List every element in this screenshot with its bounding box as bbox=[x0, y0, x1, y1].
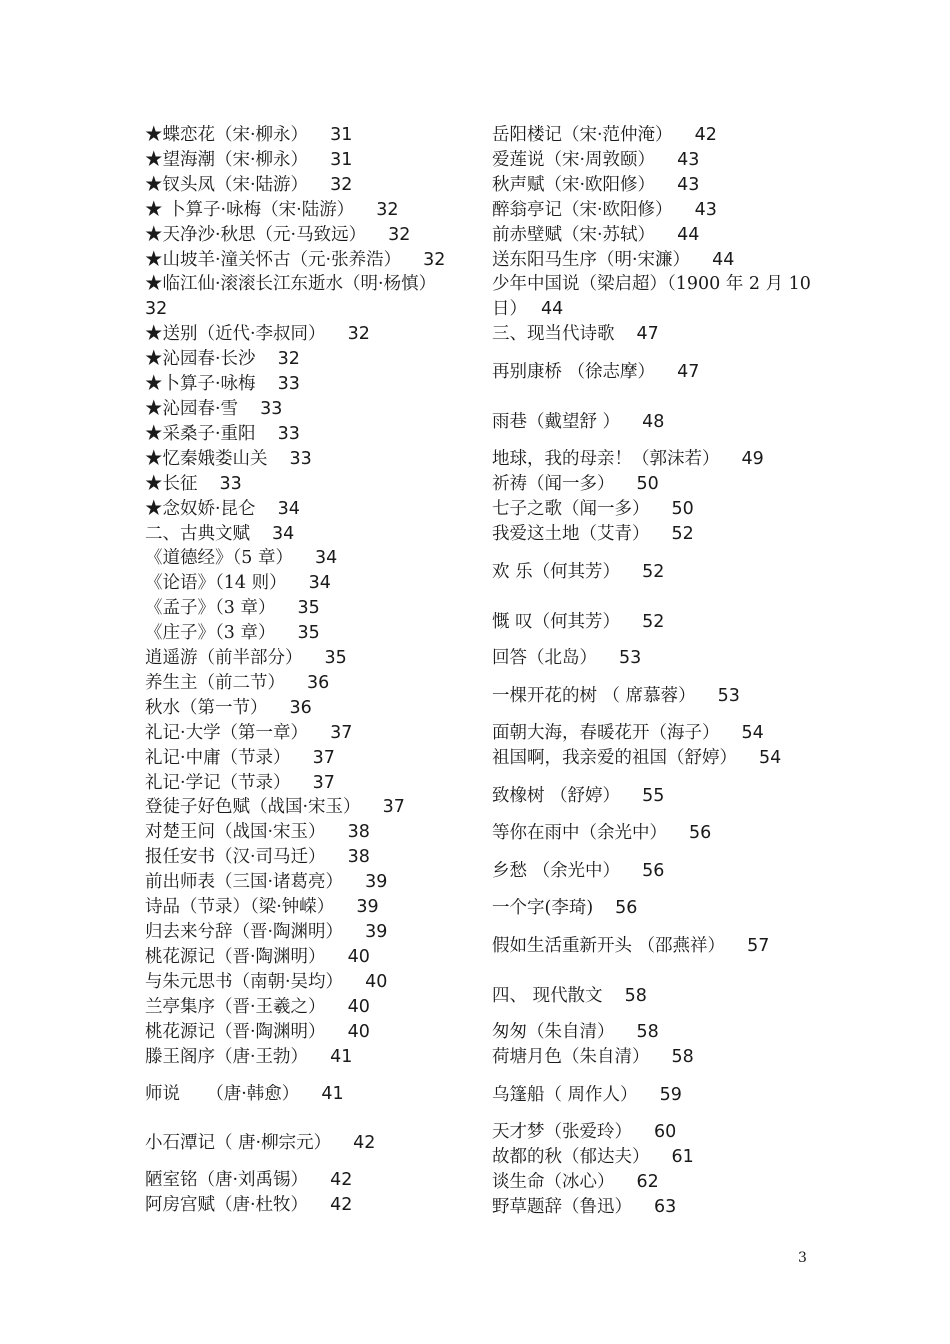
toc-entry-page: 34 bbox=[272, 523, 295, 544]
toc-left-column bbox=[145, 123, 475, 1218]
toc-entry bbox=[145, 895, 475, 920]
toc-entry bbox=[145, 397, 475, 422]
toc-entry bbox=[145, 497, 475, 522]
toc-entry-title: 报任安书（汉·司马迁） bbox=[145, 847, 326, 868]
toc-entry bbox=[145, 472, 475, 497]
toc-entry bbox=[492, 1045, 822, 1070]
toc-entry bbox=[492, 984, 822, 1009]
toc-entry-page: 40 bbox=[347, 996, 370, 1017]
toc-entry bbox=[492, 1145, 822, 1170]
toc-entry-title: 秋声赋（宋·欧阳修） bbox=[492, 174, 656, 195]
toc-entry bbox=[145, 347, 475, 372]
toc-entry-page: 44 bbox=[677, 224, 700, 245]
toc-entry-page: 32 bbox=[330, 174, 353, 195]
toc-entry bbox=[492, 746, 822, 771]
toc-entry bbox=[492, 1120, 822, 1145]
toc-entry-title: 小石潭记（ 唐·柳宗元） bbox=[145, 1133, 332, 1154]
toc-entry-title: 雨巷（戴望舒 ） bbox=[492, 412, 621, 433]
toc-entry-title: 桃花源记（晋·陶渊明） bbox=[145, 946, 326, 967]
toc-entry-title: 七子之歌（闻一多） bbox=[492, 498, 650, 519]
toc-entry bbox=[145, 248, 475, 273]
toc-entry-page: 33 bbox=[289, 448, 312, 469]
toc-entry-title: 乡愁 （余光中） bbox=[492, 860, 621, 881]
toc-entry-title: 祈祷（闻一多） bbox=[492, 473, 615, 494]
toc-entry-title: 谈生命（冰心） bbox=[492, 1172, 615, 1192]
toc-entry bbox=[492, 148, 822, 173]
toc-entry-title: 乌篷船（ 周作人） bbox=[492, 1085, 638, 1106]
toc-entry-title: 匆匆（朱自清） bbox=[492, 1022, 615, 1043]
toc-entry bbox=[145, 870, 475, 895]
toc-entry-title: 醉翁亭记（宋·欧阳修） bbox=[492, 199, 673, 220]
toc-entry-page: 55 bbox=[642, 786, 665, 807]
toc-entry-title: 归去来兮辞（晋·陶渊明） bbox=[145, 922, 344, 942]
toc-entry-title: 礼记·中庸（节录） bbox=[145, 747, 291, 768]
toc-entry bbox=[145, 696, 475, 721]
toc-entry-page: 34 bbox=[308, 573, 331, 594]
toc-entry-page: 58 bbox=[636, 1022, 659, 1043]
toc-entry-title: 假如生活重新开头 （邵燕祥） bbox=[492, 935, 726, 956]
toc-entry bbox=[492, 497, 822, 522]
toc-entry-title: 岳阳楼记（宋·范仲淹） bbox=[492, 125, 673, 145]
toc-entry-title: 陋室铭（唐·刘禹锡） bbox=[145, 1170, 309, 1191]
toc-entry-title: ★卜算子·咏梅 bbox=[145, 374, 256, 395]
toc-entry-page: 52 bbox=[642, 611, 665, 632]
toc-entry-page: 32 bbox=[423, 249, 446, 270]
toc-entry-title: 桃花源记（晋·陶渊明） bbox=[145, 1021, 326, 1042]
toc-entry bbox=[145, 546, 475, 571]
toc-entry bbox=[492, 684, 822, 709]
toc-entry bbox=[492, 721, 822, 746]
toc-entry bbox=[145, 596, 475, 621]
toc-entry-title: 三、现当代诗歌 bbox=[492, 324, 615, 345]
toc-entry-title: 一棵开花的树 （ 席慕蓉） bbox=[492, 686, 696, 707]
toc-entry bbox=[145, 1193, 475, 1218]
toc-entry-page: 33 bbox=[260, 398, 283, 419]
toc-entry-page: 33 bbox=[277, 374, 300, 395]
toc-entry-page: 39 bbox=[356, 897, 379, 918]
toc-entry-page: 41 bbox=[330, 1046, 353, 1067]
toc-entry bbox=[145, 322, 475, 347]
toc-entry-title: 二、古典文赋 bbox=[145, 523, 250, 544]
toc-entry-page: 44 bbox=[712, 249, 735, 270]
toc-entry bbox=[492, 198, 822, 223]
toc-entry bbox=[492, 322, 822, 347]
toc-entry-page: 32 bbox=[347, 324, 370, 345]
toc-entry-title: 我爱这土地（艾青） bbox=[492, 523, 650, 544]
toc-entry bbox=[145, 820, 475, 845]
toc-entry bbox=[145, 447, 475, 472]
toc-entry bbox=[145, 920, 475, 945]
toc-entry-page: 63 bbox=[654, 1196, 677, 1217]
toc-entry-page: 37 bbox=[312, 747, 335, 768]
toc-entry-page: 34 bbox=[277, 498, 300, 519]
toc-entry bbox=[492, 223, 822, 248]
toc-entry bbox=[145, 945, 475, 970]
toc-entry-title: 野草题辞（鲁迅） bbox=[492, 1196, 632, 1217]
toc-entry bbox=[492, 447, 822, 472]
toc-entry-page: 42 bbox=[694, 125, 717, 145]
toc-entry-page: 40 bbox=[347, 946, 370, 967]
toc-entry-page: 41 bbox=[321, 1084, 344, 1105]
toc-entry-title: 欢 乐（何其芳） bbox=[492, 561, 621, 582]
toc-entry-page: 52 bbox=[671, 523, 694, 544]
toc-entry-title: 等你在雨中（余光中） bbox=[492, 822, 667, 843]
toc-entry-page: 39 bbox=[365, 872, 388, 893]
toc-entry-title: 地球，我的母亲！（郭沫若） bbox=[492, 448, 720, 469]
toc-entry bbox=[145, 746, 475, 771]
toc-entry-page: 43 bbox=[677, 174, 700, 195]
toc-entry-title: 致橡树 （舒婷） bbox=[492, 786, 621, 807]
toc-entry-page: 35 bbox=[297, 623, 320, 644]
toc-entry bbox=[145, 173, 475, 198]
toc-entry bbox=[145, 995, 475, 1020]
toc-entry-page: 53 bbox=[619, 648, 642, 669]
toc-entry bbox=[145, 422, 475, 447]
toc-entry-title: ★沁园春·长沙 bbox=[145, 349, 256, 370]
toc-entry-title: ★山坡羊·潼关怀古（元·张养浩） bbox=[145, 249, 402, 270]
toc-entry bbox=[492, 859, 822, 884]
toc-entry bbox=[492, 360, 822, 385]
toc-entry-title: 养生主（前二节） bbox=[145, 672, 285, 693]
toc-entry-page: 35 bbox=[297, 598, 320, 619]
toc-entry-title: 慨 叹（何其芳） bbox=[492, 611, 621, 632]
toc-entry bbox=[492, 896, 822, 921]
toc-entry-title: ★忆秦娥娄山关 bbox=[145, 448, 268, 469]
toc-entry-page: 42 bbox=[330, 1195, 353, 1216]
toc-entry bbox=[145, 123, 475, 148]
toc-entry bbox=[492, 410, 822, 435]
toc-entry-title: ★钗头凤（宋·陆游） bbox=[145, 174, 309, 195]
toc-entry-title: ★送别（近代·李叔同） bbox=[145, 324, 326, 345]
toc-entry bbox=[145, 621, 475, 646]
toc-entry-title: 天才梦（张爱玲） bbox=[492, 1122, 632, 1143]
toc-entry bbox=[492, 610, 822, 635]
toc-entry-title: 前赤壁赋（宋·苏轼） bbox=[492, 224, 656, 245]
toc-entry bbox=[145, 1020, 475, 1045]
toc-entry-title: 再别康桥 （徐志摩） bbox=[492, 362, 656, 383]
toc-entry bbox=[492, 1170, 822, 1195]
toc-entry-page: 48 bbox=[642, 412, 665, 433]
toc-entry-page: 38 bbox=[347, 847, 370, 868]
toc-entry bbox=[492, 272, 822, 322]
toc-entry-page: 32 bbox=[388, 224, 411, 245]
toc-entry-page: 50 bbox=[636, 473, 659, 494]
toc-entry-page: 56 bbox=[642, 860, 665, 881]
toc-entry-page: 59 bbox=[659, 1085, 682, 1106]
toc-entry bbox=[145, 372, 475, 397]
toc-entry-title: 阿房宫赋（唐·杜牧） bbox=[145, 1195, 309, 1216]
toc-entry bbox=[145, 148, 475, 173]
toc-entry-title: ★临江仙·滚滚长江东逝水（明·杨慎） bbox=[145, 274, 437, 295]
toc-entry-title: 少年中国说（梁启超）（1900 年 2 月 10 日） bbox=[492, 274, 811, 320]
toc-entry-page: 42 bbox=[353, 1133, 376, 1154]
toc-entry-page: 58 bbox=[671, 1047, 694, 1068]
toc-entry-page: 33 bbox=[277, 423, 300, 444]
toc-entry-page: 61 bbox=[671, 1147, 694, 1168]
toc-entry bbox=[492, 173, 822, 198]
toc-entry-title: 面朝大海，春暖花开（海子） bbox=[492, 723, 720, 744]
toc-entry-title: 送东阳马生序（明·宋濂） bbox=[492, 249, 691, 270]
toc-entry-title: 爱莲说（宋·周敦颐） bbox=[492, 149, 656, 170]
toc-entry-page: 56 bbox=[689, 822, 712, 843]
toc-entry-title: 《论语》（14 则） bbox=[145, 573, 287, 594]
toc-entry-page: 31 bbox=[330, 125, 353, 145]
toc-entry-page: 54 bbox=[759, 748, 782, 769]
toc-entry-page: 47 bbox=[636, 324, 659, 345]
toc-entry bbox=[145, 1082, 475, 1107]
toc-entry-title: 登徒子好色赋（战国·宋玉） bbox=[145, 797, 361, 818]
toc-entry bbox=[145, 272, 475, 322]
toc-entry-title: ★蝶恋花（宋·柳永） bbox=[145, 125, 309, 145]
toc-entry-page: 38 bbox=[347, 822, 370, 843]
toc-entry-title: 前出师表（三国·诸葛亮） bbox=[145, 872, 344, 893]
toc-entry-page: 33 bbox=[219, 473, 242, 494]
toc-entry-title: ★望海潮（宋·柳永） bbox=[145, 149, 309, 170]
toc-entry bbox=[492, 472, 822, 497]
toc-entry bbox=[492, 123, 822, 148]
toc-entry-page: 54 bbox=[741, 723, 764, 744]
toc-entry bbox=[145, 223, 475, 248]
toc-entry bbox=[145, 771, 475, 796]
toc-entry bbox=[492, 1083, 822, 1108]
toc-entry-page: 40 bbox=[365, 971, 388, 992]
toc-entry-page: 32 bbox=[277, 349, 300, 370]
toc-entry-page: 43 bbox=[677, 149, 700, 170]
toc-entry-page: 57 bbox=[747, 935, 770, 956]
toc-entry-page: 31 bbox=[330, 149, 353, 170]
toc-entry-title: ★长征 bbox=[145, 473, 198, 494]
toc-entry-page: 42 bbox=[330, 1170, 353, 1191]
toc-entry-page: 52 bbox=[642, 561, 665, 582]
toc-entry bbox=[145, 845, 475, 870]
toc-entry-title: 回答（北岛） bbox=[492, 648, 597, 669]
toc-entry bbox=[145, 571, 475, 596]
toc-entry bbox=[492, 646, 822, 671]
toc-entry-title: 兰亭集序（晋·王羲之） bbox=[145, 996, 326, 1017]
toc-entry bbox=[145, 970, 475, 995]
toc-entry-title: 礼记·学记（节录） bbox=[145, 772, 291, 793]
toc-entry-page: 34 bbox=[314, 548, 338, 569]
toc-entry-page: 44 bbox=[541, 299, 564, 320]
toc-entry-page: 37 bbox=[330, 722, 353, 743]
toc-entry bbox=[145, 1131, 475, 1156]
toc-entry-page: 53 bbox=[717, 686, 740, 707]
toc-entry-title: 《道德经》（5 章） bbox=[145, 548, 293, 569]
toc-entry-title: 四、 现代散文 bbox=[492, 985, 603, 1006]
toc-entry-title: 秋水（第一节） bbox=[145, 697, 268, 718]
toc-entry-page: 39 bbox=[365, 922, 388, 942]
toc-entry-title: 故都的秋（郁达夫） bbox=[492, 1147, 650, 1168]
toc-entry-page: 43 bbox=[694, 199, 717, 220]
toc-entry-title: 《庄子》（3 章） bbox=[145, 623, 276, 644]
toc-entry-page: 32 bbox=[145, 299, 168, 320]
toc-entry-page: 35 bbox=[324, 648, 347, 669]
toc-entry-title: 诗品（节录）（梁·钟嵘） bbox=[145, 897, 335, 918]
toc-entry bbox=[492, 1020, 822, 1045]
toc-entry-page: 58 bbox=[624, 985, 647, 1006]
toc-entry-title: ★采桑子·重阳 bbox=[145, 423, 256, 444]
toc-entry-page: 36 bbox=[307, 672, 330, 693]
toc-entry-title: 逍遥游（前半部分） bbox=[145, 648, 303, 669]
toc-entry bbox=[492, 560, 822, 585]
page-number: 3 bbox=[798, 1250, 807, 1266]
toc-entry-title: 荷塘月色（朱自清） bbox=[492, 1047, 650, 1068]
toc-entry bbox=[492, 248, 822, 273]
toc-entry-title: 与朱元思书（南朝·吴均） bbox=[145, 971, 344, 992]
toc-entry-title: 一个字(李琦) bbox=[492, 897, 594, 918]
toc-entry-page: 32 bbox=[376, 199, 399, 220]
toc-entry-page: 36 bbox=[289, 697, 312, 718]
toc-entry-title: ★天净沙·秋思（元·马致远） bbox=[145, 224, 367, 245]
toc-entry-title: ★沁园春·雪 bbox=[145, 398, 239, 419]
toc-entry-page: 37 bbox=[312, 772, 335, 793]
toc-entry bbox=[492, 1195, 822, 1220]
toc-entry-page: 60 bbox=[654, 1122, 677, 1143]
toc-entry-page: 40 bbox=[347, 1021, 370, 1042]
toc-entry-page: 37 bbox=[382, 797, 405, 818]
toc-entry bbox=[145, 795, 475, 820]
toc-entry-title: 师说 （唐·韩愈） bbox=[145, 1084, 300, 1105]
toc-entry-title: ★念奴娇·昆仑 bbox=[145, 498, 256, 519]
toc-entry-title: 祖国啊，我亲爱的祖国（舒婷） bbox=[492, 748, 737, 769]
toc-entry bbox=[145, 721, 475, 746]
toc-entry bbox=[145, 1168, 475, 1193]
toc-entry-page: 50 bbox=[671, 498, 694, 519]
toc-entry bbox=[145, 522, 475, 547]
toc-entry-title: 滕王阁序（唐·王勃） bbox=[145, 1046, 309, 1067]
toc-entry-title: 礼记·大学（第一章） bbox=[145, 722, 309, 743]
toc-entry-title: ★ 卜算子·咏梅（宋·陆游） bbox=[145, 199, 355, 220]
toc-entry-page: 56 bbox=[615, 897, 638, 918]
toc-entry-page: 47 bbox=[677, 362, 700, 383]
toc-entry-title: 对楚王问（战国·宋玉） bbox=[145, 822, 326, 843]
toc-entry-title: 《孟子》（3 章） bbox=[145, 598, 276, 619]
toc-entry bbox=[145, 646, 475, 671]
toc-entry bbox=[492, 784, 822, 809]
toc-right-column bbox=[492, 123, 822, 1220]
toc-entry bbox=[492, 934, 822, 959]
toc-entry-page: 49 bbox=[741, 448, 764, 469]
toc-entry-page: 62 bbox=[636, 1172, 659, 1192]
toc-entry bbox=[145, 1045, 475, 1070]
toc-entry bbox=[492, 522, 822, 547]
toc-entry bbox=[145, 198, 475, 223]
toc-entry bbox=[145, 671, 475, 696]
toc-entry bbox=[492, 821, 822, 846]
